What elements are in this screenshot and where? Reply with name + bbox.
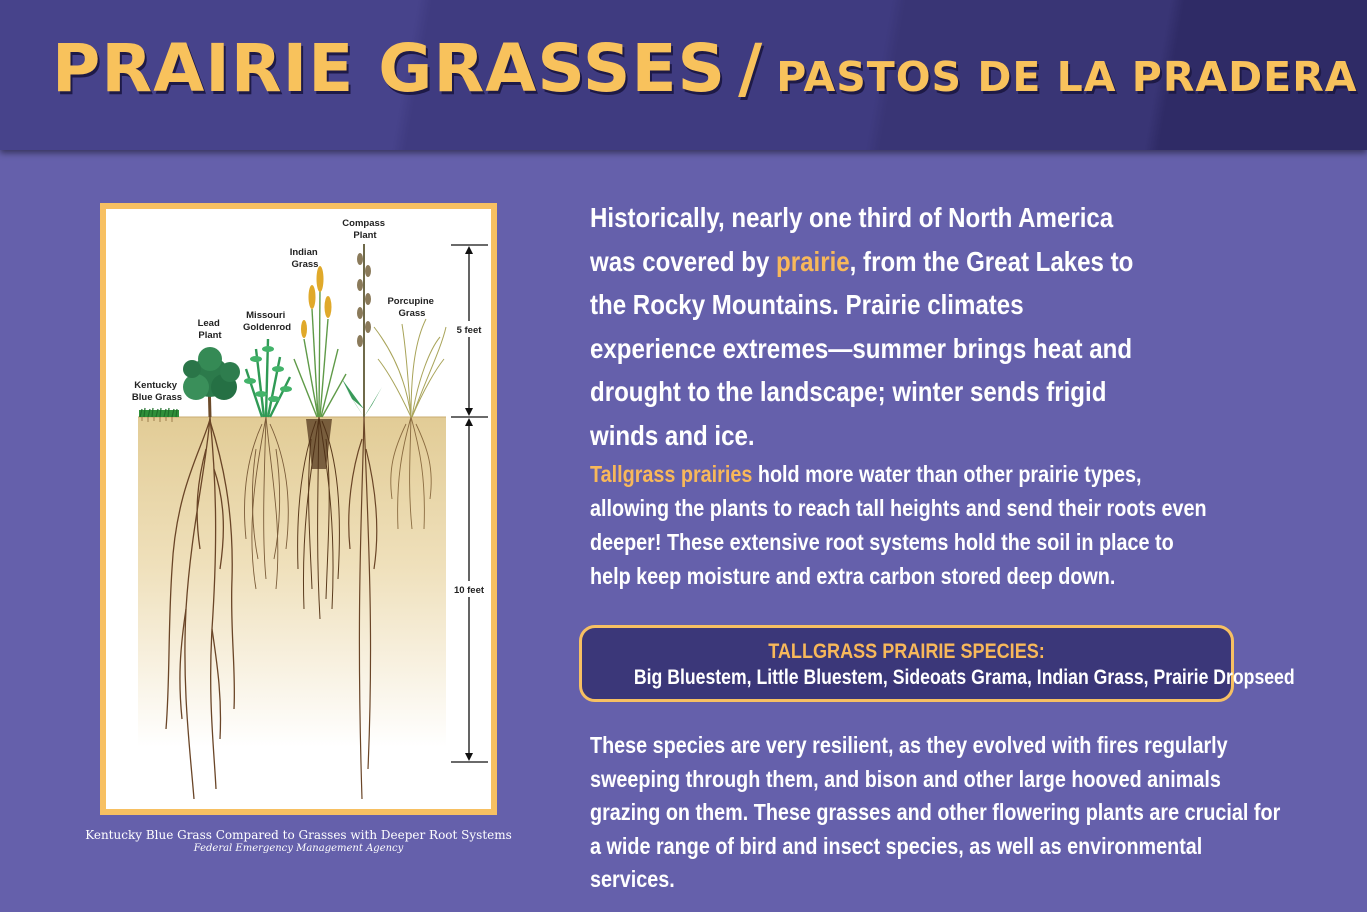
header-banner bbox=[0, 0, 1367, 150]
label-missouri-goldenrod: Missouri Goldenrod bbox=[242, 310, 292, 333]
depth-scale bbox=[451, 245, 488, 762]
label-indian-grass: Indian Grass bbox=[289, 247, 319, 270]
label-lead-plant: Lead Plant bbox=[197, 318, 222, 341]
intro-highlight: prairie bbox=[776, 245, 850, 277]
title-separator: / bbox=[738, 30, 763, 107]
root-diagram bbox=[106, 209, 491, 809]
intro-paragraph bbox=[590, 196, 1140, 457]
tallgrass-paragraph bbox=[590, 457, 1209, 593]
resilience-text: These species are very resilient, as they evolved with fires regularly sweeping through them, and bison and other large hooved animals grazing on them. These grasses and other flowering plants are crucial for a wide range of bird and insect species, as well as environmental services. bbox=[590, 732, 1281, 892]
scale-label-10ft: 10 feet bbox=[453, 585, 485, 596]
root-diagram-frame bbox=[100, 203, 497, 815]
caption-credit: Federal Emergency Management Agency bbox=[193, 843, 404, 854]
intro-text-2: , from the Great Lakes to the Rocky Mountains. Prairie climates experience extremes—summer brings heat and drought to the landscape; winter sends frigid winds and ice. bbox=[590, 245, 1134, 451]
species-title: TALLGRASS PRAIRIE SPECIES: bbox=[768, 640, 1045, 663]
title-spanish: PASTOS DE LA PRADERA bbox=[776, 53, 1358, 101]
title-english: PRAIRIE GRASSES bbox=[52, 30, 727, 107]
page-title bbox=[52, 30, 1358, 107]
figure-caption bbox=[60, 828, 537, 854]
label-compass-plant: Compass Plant bbox=[342, 218, 386, 241]
caption-text: Kentucky Blue Grass Compared to Grasses with Deeper Root Systems bbox=[85, 828, 512, 842]
resilience-paragraph bbox=[590, 729, 1291, 897]
soil-layer bbox=[138, 417, 446, 747]
intro-text-1: Historically, nearly one third of North America was covered by bbox=[590, 202, 1114, 277]
scale-label-5ft: 5 feet bbox=[456, 325, 482, 336]
tallgrass-text: hold more water than other prairie types, allowing the plants to reach tall heights and send their roots even deeper! These extensive root systems hold the soil in place to help keep moisture and extra carbon stored deep down. bbox=[590, 461, 1207, 589]
label-porcupine-grass: Porcupine Grass bbox=[387, 296, 434, 319]
species-box bbox=[579, 625, 1295, 702]
tallgrass-highlight: Tallgrass prairies bbox=[590, 461, 753, 487]
label-kentucky-blue-grass: Kentucky Blue Grass bbox=[131, 380, 183, 403]
species-list: Big Bluestem, Little Bluestem, Sideoats Grama, Indian Grass, Prairie Dropseed bbox=[633, 666, 1295, 689]
